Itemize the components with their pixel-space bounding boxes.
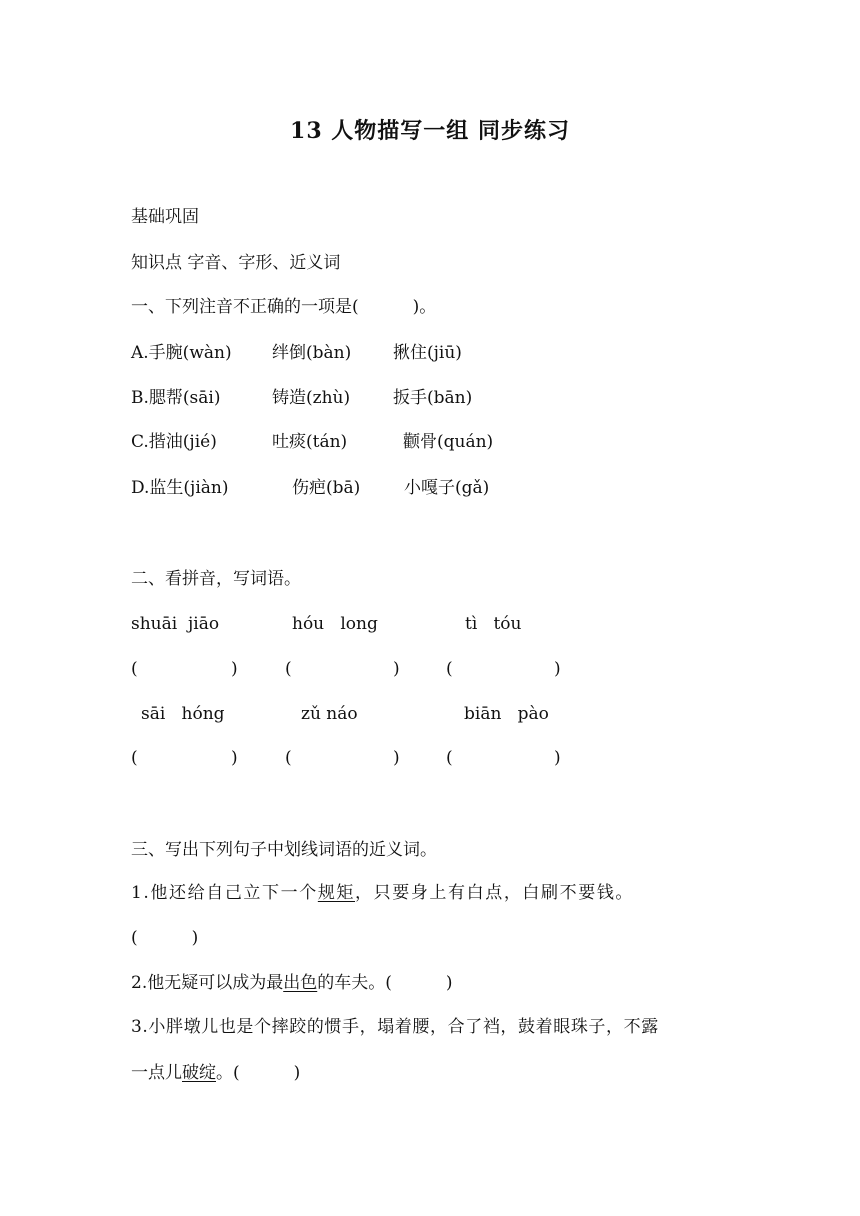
blank-1-2-left: ( — [285, 659, 292, 679]
option-b-word-2: 铸造(zhù) — [272, 388, 351, 408]
option-b-word-3: 扳手(bān) — [393, 388, 473, 408]
pinyin-1-3: tì tóu — [465, 614, 522, 634]
blank-1-1-left: ( — [131, 659, 138, 679]
sentence-2 — [131, 972, 453, 994]
blank-2-2-right: ) — [393, 748, 400, 768]
sentence-3-line-1: 3.小胖墩儿也是个摔跤的惯手，塌着腰，合了裆，鼓着眼珠子，不露 — [131, 1017, 659, 1037]
sentence-2-pre: 2.他无疑可以成为最 — [131, 973, 284, 993]
blank-2-3-left: ( — [446, 748, 453, 768]
pinyin-1-2: hóu long — [292, 614, 378, 634]
page-title: 13 人物描写一组 同步练习 — [290, 118, 570, 144]
underlined-word-1: 规矩 — [317, 883, 356, 903]
section-heading: 基础巩固 — [131, 207, 199, 227]
option-a-word-1: A.手腕(wàn) — [131, 343, 232, 363]
blank-1-2-right: ) — [393, 659, 400, 679]
sentence-2-post: 的车夫。( ) — [317, 973, 453, 993]
underlined-word-2: 出色 — [283, 973, 318, 993]
blank-1-1-right: ) — [231, 659, 238, 679]
option-c-word-1: C.揩油(jié) — [131, 432, 217, 452]
underlined-word-3: 破绽 — [182, 1063, 216, 1083]
question-2-prompt: 二、看拼音，写词语。 — [131, 569, 301, 589]
knowledge-point: 知识点 字音、字形、近义词 — [131, 253, 341, 273]
sentence-1 — [131, 882, 634, 904]
option-b-word-1: B.腮帮(sāi) — [131, 388, 221, 408]
option-d-word-1: D.监生(jiàn) — [131, 478, 229, 498]
blank-2-2-left: ( — [285, 748, 292, 768]
sentence-3-pre: 一点儿 — [131, 1063, 182, 1083]
option-c-word-3: 颧骨(quán) — [403, 432, 494, 452]
question-1-prompt: 一、下列注音不正确的一项是( )。 — [131, 297, 437, 317]
blank-2-1-right: ) — [231, 748, 238, 768]
option-a-word-2: 绊倒(bàn) — [272, 343, 352, 363]
blank-2-3-right: ) — [554, 748, 561, 768]
option-c-word-2: 吐痰(tán) — [272, 432, 348, 452]
sentence-1-pre: 1.他还给自己立下一个 — [131, 883, 318, 903]
pinyin-2-1: sāi hóng — [141, 704, 225, 724]
blank-1-3-right: ) — [554, 659, 561, 679]
pinyin-1-1: shuāi jiāo — [131, 614, 220, 634]
blank-1-3-left: ( — [446, 659, 453, 679]
sentence-1-answer-blank: ( ) — [131, 928, 199, 948]
sentence-3-post: 。( ) — [216, 1063, 301, 1083]
option-d-word-3: 小嘎子(gǎ) — [404, 478, 490, 498]
sentence-1-post: ，只要身上有白点，白刷不要钱。 — [355, 883, 635, 903]
option-d-word-2: 伤疤(bā) — [292, 478, 361, 498]
blank-2-1-left: ( — [131, 748, 138, 768]
pinyin-2-2: zǔ náo — [301, 704, 358, 724]
question-3-prompt: 三、写出下列句子中划线词语的近义词。 — [131, 840, 437, 860]
option-a-word-3: 揪住(jiū) — [393, 343, 462, 363]
sentence-3-line-2 — [131, 1062, 300, 1084]
pinyin-2-3: biān pào — [464, 704, 549, 724]
